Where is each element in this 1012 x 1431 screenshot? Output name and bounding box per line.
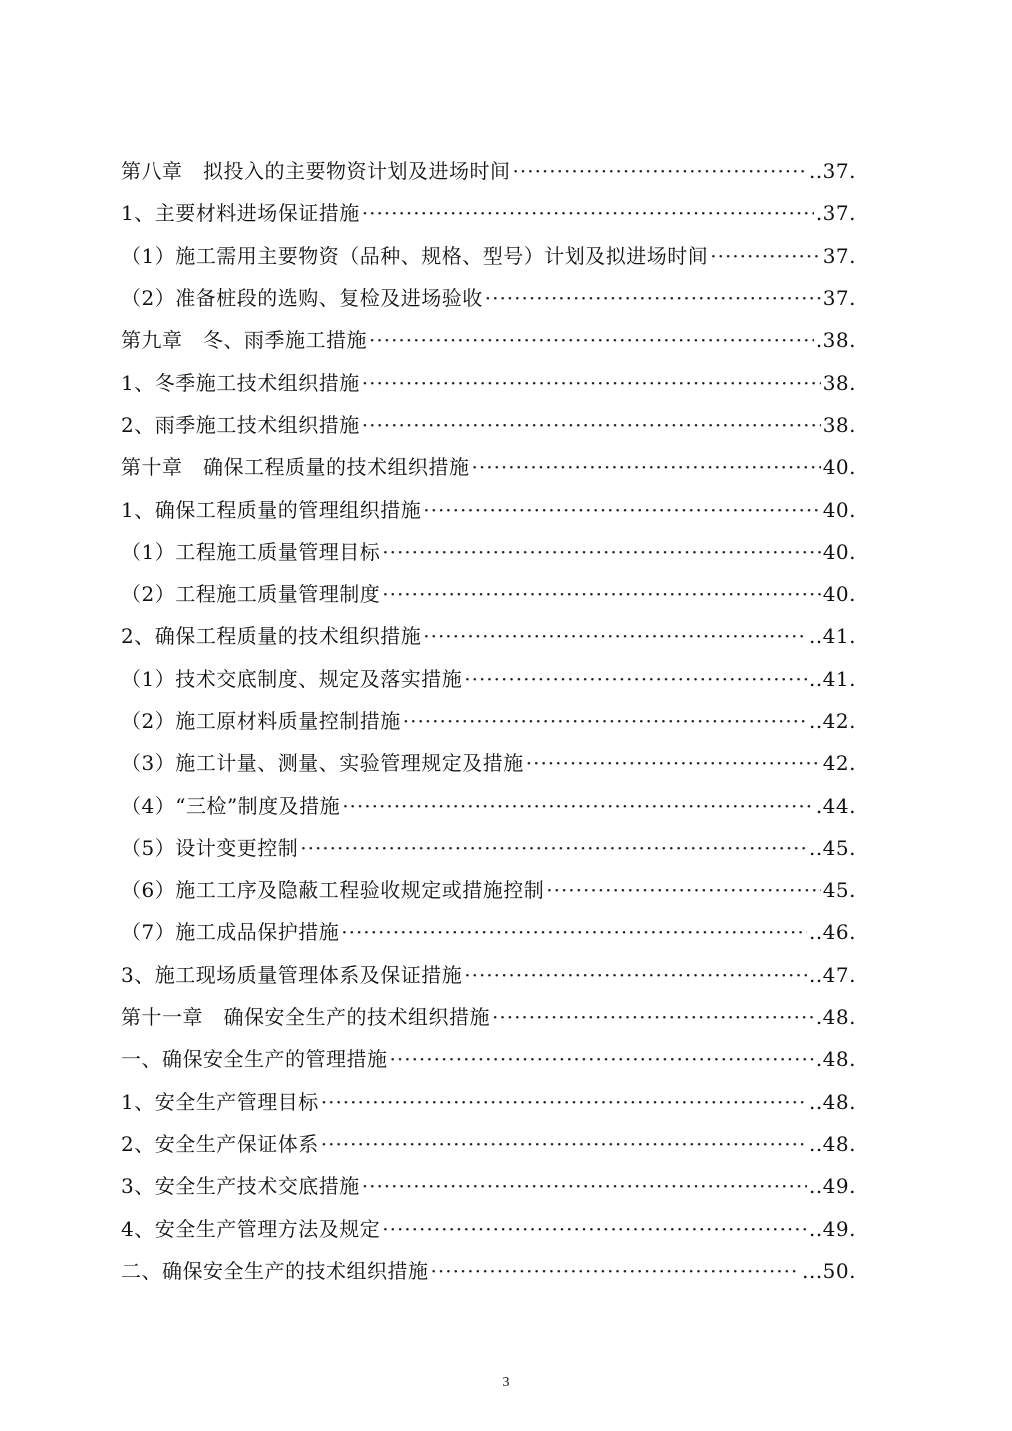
toc-entry-page: ..41.	[808, 624, 856, 649]
toc-entry-title: 第十章 确保工程质量的技术组织措施	[121, 455, 470, 480]
toc-entry-title: （2）准备桩段的选购、复检及进场验收	[121, 286, 483, 311]
toc-leader-dots	[341, 911, 807, 953]
toc-entry[interactable]	[121, 1038, 856, 1080]
toc-leader-dots	[431, 1250, 801, 1292]
toc-entry[interactable]	[121, 615, 856, 657]
toc-leader-dots	[342, 785, 814, 827]
toc-leader-dots	[492, 996, 814, 1038]
toc-entry-page: .37.	[815, 201, 856, 226]
toc-entry[interactable]	[121, 700, 856, 742]
toc-entry-page: .44.	[815, 793, 856, 818]
toc-entry-page: ..46.	[808, 920, 856, 945]
toc-entry[interactable]	[121, 531, 856, 573]
toc-entry[interactable]	[121, 996, 856, 1038]
toc-entry-title: （2）工程施工质量管理制度	[121, 582, 381, 607]
toc-entry-title: 第九章 冬、雨季施工措施	[121, 328, 367, 353]
toc-entry-title: （3）施工计量、测量、实验管理规定及措施	[121, 751, 524, 776]
toc-leader-dots	[362, 192, 814, 234]
toc-entry-title: （1）施工需用主要物资（品种、规格、型号）计划及拟进场时间	[121, 243, 709, 268]
toc-entry[interactable]	[121, 1123, 856, 1165]
toc-entry[interactable]	[121, 573, 856, 615]
toc-entry-title: 一、确保安全生产的管理措施	[121, 1047, 388, 1072]
toc-entry[interactable]	[121, 488, 856, 530]
toc-entry[interactable]	[121, 1081, 856, 1123]
toc-entry[interactable]	[121, 869, 856, 911]
toc-entry[interactable]	[121, 911, 856, 953]
toc-entry[interactable]	[121, 742, 856, 784]
toc-entry-page: 37.	[822, 243, 856, 268]
toc-entry-title: （7）施工成品保护措施	[121, 920, 340, 945]
toc-entry[interactable]	[121, 361, 856, 403]
toc-entry-title: （2）施工原材料质量控制措施	[121, 709, 401, 733]
toc-entry-page: ..41.	[808, 666, 856, 691]
toc-entry-title: （5）设计变更控制	[121, 835, 299, 860]
toc-entry-title: （1）工程施工质量管理目标	[121, 539, 381, 564]
toc-leader-dots	[403, 700, 807, 742]
toc-entry[interactable]	[121, 192, 856, 234]
toc-entry-title: 3、安全生产技术交底措施	[121, 1174, 360, 1199]
toc-entry[interactable]	[121, 827, 856, 869]
toc-entry-title: （4）“三检”制度及措施	[121, 793, 341, 818]
toc-leader-dots	[513, 150, 807, 192]
toc-entry-page: ..47.	[808, 962, 856, 987]
toc-leader-dots	[300, 827, 807, 869]
toc-entry-title: 二、确保安全生产的技术组织措施	[121, 1258, 429, 1283]
toc-entry-page: ..49.	[808, 1174, 856, 1199]
toc-entry[interactable]	[121, 1250, 856, 1292]
toc-entry-page: ..49.	[808, 1216, 856, 1241]
toc-entry[interactable]	[121, 658, 856, 700]
toc-entry-page: 38.	[822, 412, 856, 437]
toc-entry-title: 1、主要材料进场保证措施	[121, 201, 360, 226]
toc-entry-page: 38.	[822, 370, 856, 395]
toc-entry-page: .38.	[815, 328, 856, 353]
toc-entry-title: 第十一章 确保安全生产的技术组织措施	[121, 1005, 490, 1030]
toc-leader-dots	[710, 235, 820, 277]
toc-entry-title: 2、安全生产保证体系	[121, 1131, 319, 1156]
toc-leader-dots	[321, 1123, 807, 1165]
toc-entry-page: 40.	[822, 539, 856, 564]
toc-entry[interactable]	[121, 1207, 856, 1249]
toc-entry-title: 2、雨季施工技术组织措施	[121, 412, 360, 437]
toc-leader-dots	[464, 954, 807, 996]
toc-leader-dots	[362, 362, 821, 404]
toc-entry-title: 4、安全生产管理方法及规定	[121, 1216, 381, 1241]
toc-entry-title: 2、确保工程质量的技术组织措施	[121, 624, 422, 649]
toc-leader-dots	[485, 277, 821, 319]
toc-entry-page: ...50.	[802, 1258, 856, 1283]
toc-entry[interactable]	[121, 954, 856, 996]
toc-entry[interactable]	[121, 150, 856, 192]
toc-entry-page: ..48.	[808, 1131, 856, 1156]
toc-leader-dots	[546, 869, 820, 911]
toc-entry[interactable]	[121, 277, 856, 319]
toc-entry[interactable]	[121, 1165, 856, 1207]
toc-leader-dots	[321, 1081, 807, 1123]
toc-leader-dots	[423, 489, 820, 531]
toc-leader-dots	[382, 573, 820, 615]
toc-leader-dots	[472, 446, 821, 488]
toc-leader-dots	[369, 319, 814, 361]
toc-leader-dots	[464, 658, 807, 700]
toc-entry-title: 3、施工现场质量管理体系及保证措施	[121, 962, 463, 987]
toc-entry-page: 40.	[822, 582, 856, 607]
toc-entry[interactable]	[121, 446, 856, 488]
toc-leader-dots	[362, 1165, 807, 1207]
toc-leader-dots	[423, 615, 807, 657]
toc-entry-page: ..37.	[808, 159, 856, 184]
toc-leader-dots	[382, 1208, 807, 1250]
toc-entry-page: ..45.	[808, 835, 856, 860]
toc-leader-dots	[362, 404, 821, 446]
toc-entry[interactable]	[121, 319, 856, 361]
toc-entry-title: 1、冬季施工技术组织措施	[121, 370, 360, 395]
page-number: 3	[502, 1375, 510, 1390]
toc-entry-page: ..42.	[808, 709, 856, 733]
toc-entry[interactable]	[121, 235, 856, 277]
toc-leader-dots	[390, 1038, 814, 1080]
toc-entry-title: 1、安全生产管理目标	[121, 1089, 319, 1114]
toc-entry-page: ..48.	[808, 1089, 856, 1114]
table-of-contents	[121, 150, 856, 1292]
toc-entry[interactable]	[121, 404, 856, 446]
toc-entry-title: （6）施工工序及隐蔽工程验收规定或措施控制	[121, 878, 545, 903]
toc-entry-title: 1、确保工程质量的管理组织措施	[121, 497, 422, 522]
toc-entry-page: 42.	[822, 751, 856, 776]
toc-leader-dots	[382, 531, 820, 573]
toc-leader-dots	[526, 742, 821, 784]
toc-entry-page: .48.	[815, 1005, 856, 1030]
toc-entry-title: （1）技术交底制度、规定及落实措施	[121, 666, 463, 691]
toc-entry-page: 37.	[822, 286, 856, 311]
toc-entry-page: 45.	[822, 878, 856, 903]
toc-entry-page: .48.	[815, 1047, 856, 1072]
toc-entry-page: 40.	[822, 497, 856, 522]
toc-entry-title: 第八章 拟投入的主要物资计划及进场时间	[121, 159, 511, 184]
toc-entry[interactable]	[121, 784, 856, 826]
toc-entry-page: 40.	[822, 455, 856, 480]
